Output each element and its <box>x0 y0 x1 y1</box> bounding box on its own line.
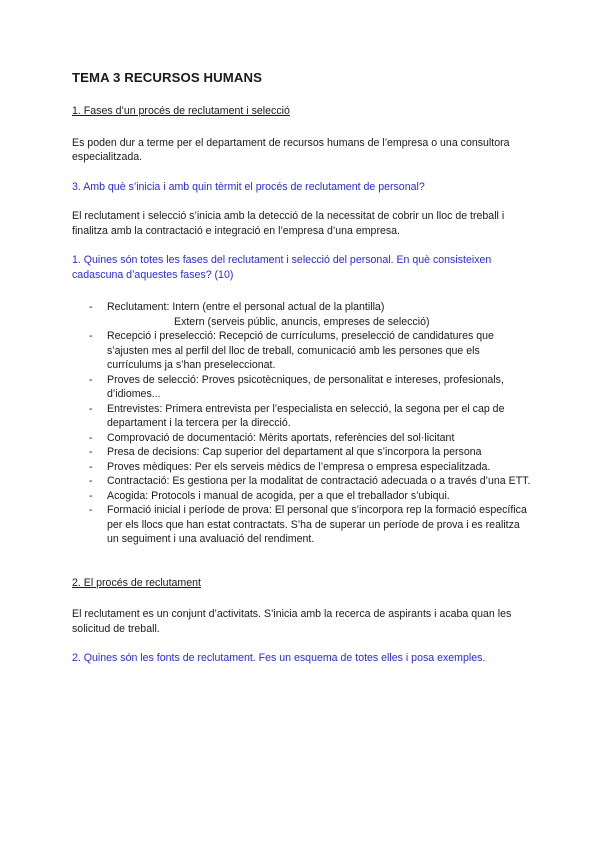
section1-heading: 1. Fases d’un procés de reclutament i selecció <box>72 105 290 117</box>
list-item <box>72 474 534 489</box>
question-1: 1. Quines són totes les fases del reclutament i selecció del personal. En què consisteixen cadascuna d’aquestes fases? (10) <box>72 254 492 281</box>
document-title: TEMA 3 RECURSOS HUMANS <box>72 70 263 85</box>
list-item <box>72 329 534 373</box>
list-item <box>72 489 534 504</box>
question-3: 3. Amb què s’inicia i amb quin tèrmit el procés de reclutament de personal? <box>72 180 425 193</box>
phase-text: Proves de selecció: Proves psicotècniques, de personalitat e intereses, profesionals, d’idiomes... <box>107 373 504 400</box>
phase-extra: Extern (serveis públic, anuncis, empreses de selecció) <box>174 315 430 328</box>
phase-text: Proves mèdiques: Per els serveis mèdics de l’empresa o empresa especialitzada. <box>107 460 491 473</box>
phase-text: Recepció i preselecció: Recepció de currículums, preselecció de candidatures que s’ajusten mes al perfil del lloc de treball, comunicació amb les persones que els currículums ja s’han preseleccionat. <box>107 330 494 371</box>
list-dash: - <box>89 301 93 313</box>
list-dash: - <box>89 330 93 342</box>
phase-text: Formació inicial i període de prova: El personal que s’incorpora rep la formació específica per els llocs que han estat contractats. S’ha de superar un període de prova i es realitza un seguiment i una avaluació del rendiment. <box>107 504 527 545</box>
list-dash: - <box>89 504 93 516</box>
list-dash: - <box>89 460 93 473</box>
section-spacer <box>72 547 534 576</box>
section2-intro: El reclutament es un conjunt d’activitats. S’inicia amb la recerca de aspirants i acaba quan les solicitud de treball. <box>72 608 512 635</box>
phases-list <box>72 300 534 547</box>
list-dash: - <box>89 489 93 502</box>
list-item <box>72 402 534 431</box>
list-dash: - <box>89 431 93 444</box>
list-item <box>72 503 534 547</box>
phase-text: Contractació: Es gestiona per la modalitat de contractació adecuada o a través d’una ETT. <box>107 475 531 487</box>
list-item <box>72 431 534 446</box>
phase-text: Acogida: Protocols i manual de acogida, per a que el treballador s’ubiqui. <box>107 489 450 502</box>
list-dash: - <box>89 373 93 386</box>
section2-heading: 2. El procés de reclutament <box>72 576 201 589</box>
list-dash: - <box>89 475 93 487</box>
phase-text: Presa de decisions: Cap superior del departament al que s’incorpora la persona <box>107 446 482 458</box>
list-dash: - <box>89 446 93 458</box>
phase-text: Comprovació de documentació: Mèrits aportats, referències del sol·licitant <box>107 431 455 444</box>
phase-text: Reclutament: Intern (entre el personal actual de la plantilla) <box>107 301 385 313</box>
answer-3: El reclutament i selecció s’inicia amb la detecció de la necessitat de cobrir un lloc de treball i finalitza amb la contractació e integració en l’empresa d’una empresa. <box>72 210 505 237</box>
section1-intro: Es poden dur a terme per el departament de recursos humans de l’empresa o una consultora especialitzada. <box>72 136 510 163</box>
list-item <box>72 460 534 475</box>
phase-text: Entrevistes: Primera entrevista per l’especialista en selecció, la segona per el cap de departament i la tercera per la direcció. <box>107 402 505 429</box>
list-item <box>72 300 534 329</box>
list-dash: - <box>89 402 93 415</box>
question-2: 2. Quines són les fonts de reclutament. Fes un esquema de totes elles i posa exemples. <box>72 652 486 664</box>
list-item <box>72 373 534 402</box>
document-page <box>72 70 534 681</box>
list-item <box>72 445 534 460</box>
